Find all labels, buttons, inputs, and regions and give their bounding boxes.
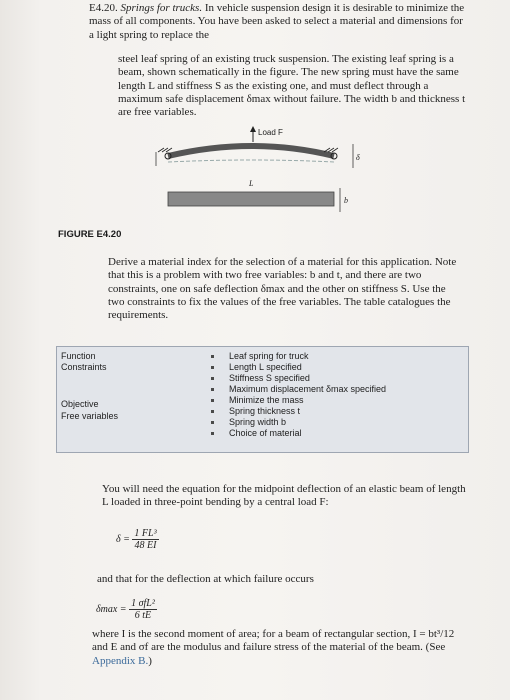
- req-item: Choice of material: [211, 428, 386, 439]
- figure-label: FIGURE E4.20: [58, 229, 122, 240]
- leaf-spring-beam: [168, 146, 334, 156]
- requirements-table: [56, 346, 469, 453]
- eq2-denominator: 6 tE: [134, 610, 152, 621]
- req-item: Length L specified: [211, 362, 386, 373]
- req-item: Minimize the mass: [211, 395, 386, 406]
- width-label: b: [344, 196, 348, 205]
- neutral-axis: [168, 160, 334, 162]
- failure-intro: [97, 573, 467, 586]
- req-item: Leaf spring for truck: [211, 351, 386, 362]
- eq1-lhs: δ =: [116, 533, 130, 545]
- problem-title: Springs for trucks.: [120, 2, 203, 14]
- load-arrowhead: [250, 126, 256, 132]
- appendix-link[interactable]: Appendix B.: [92, 654, 149, 667]
- eq1-denominator: 48 EI: [134, 540, 157, 551]
- failure-intro-text: and that for the deflection at which failure occurs: [97, 573, 314, 585]
- eq1-fraction: [132, 528, 158, 551]
- failure-deflection-equation: [96, 598, 157, 621]
- problem-number: E4.20.: [89, 2, 118, 14]
- req-label-constraints: Constraints: [61, 362, 107, 372]
- plan-view-beam: [168, 192, 334, 206]
- eq2-fraction: [129, 598, 157, 621]
- deflection-equation: [116, 528, 159, 551]
- where-paragraph: [92, 628, 472, 668]
- derive-text: Derive a material index for the selection of a material for this application. Note that this is a problem with two free variables: b and t, and there are two constraints, one on safe deflection δmax and the other on stiffness S. Use the two constraints to fix the values of the free variables. The table catalogues the requirements.: [108, 256, 457, 322]
- req-label-function: Function: [61, 351, 96, 361]
- problem-continued: [118, 53, 468, 119]
- equation-intro: [102, 483, 472, 510]
- eq2-lhs: δmax =: [96, 603, 127, 615]
- leaf-spring-figure: [140, 126, 380, 216]
- derive-paragraph: [108, 256, 458, 322]
- eq1-numerator: 1 FL³: [134, 528, 157, 539]
- equation-intro-text: You will need the equation for the midpoint deflection of an elastic beam of length L loaded in three-point bending by a central load F:: [102, 483, 466, 509]
- req-item: Maximum displacement δmax specified: [211, 384, 386, 395]
- req-item: Stiffness S specified: [211, 373, 386, 384]
- eq2-numerator: 1 σfL²: [131, 598, 155, 609]
- req-item: Spring thickness t: [211, 406, 386, 417]
- req-item: Spring width b: [211, 417, 386, 428]
- length-label: L: [249, 179, 254, 188]
- left-hatch: [158, 148, 172, 152]
- problem-statement: [89, 2, 469, 42]
- where-text: where I is the second moment of area; for a beam of rectangular section, I = bt³/12 and E and σf are the modulus and failure stress of the material of the beam. (See: [92, 628, 455, 654]
- where-end: ): [148, 654, 152, 667]
- problem-continued-text: steel leaf spring of an existing truck suspension. The existing leaf spring is a beam, shown schematically in the figure. The new spring must have the same length L and stiffness S as the existing one, and must deflect through a maximum safe displacement δmax without failure. The width b and thickness t are free variables.: [118, 53, 466, 119]
- req-label-objective: Objective: [61, 399, 99, 409]
- req-label-free-variables: Free variables: [61, 411, 119, 421]
- load-label: Load F: [258, 128, 283, 137]
- deflection-label: δ: [356, 153, 360, 162]
- problem-intro: In vehicle suspension design it is desirable to minimize the mass of all components. You have been asked to select a material and dimensions for a light spring to replace the: [89, 2, 465, 41]
- requirements-list: [211, 351, 386, 439]
